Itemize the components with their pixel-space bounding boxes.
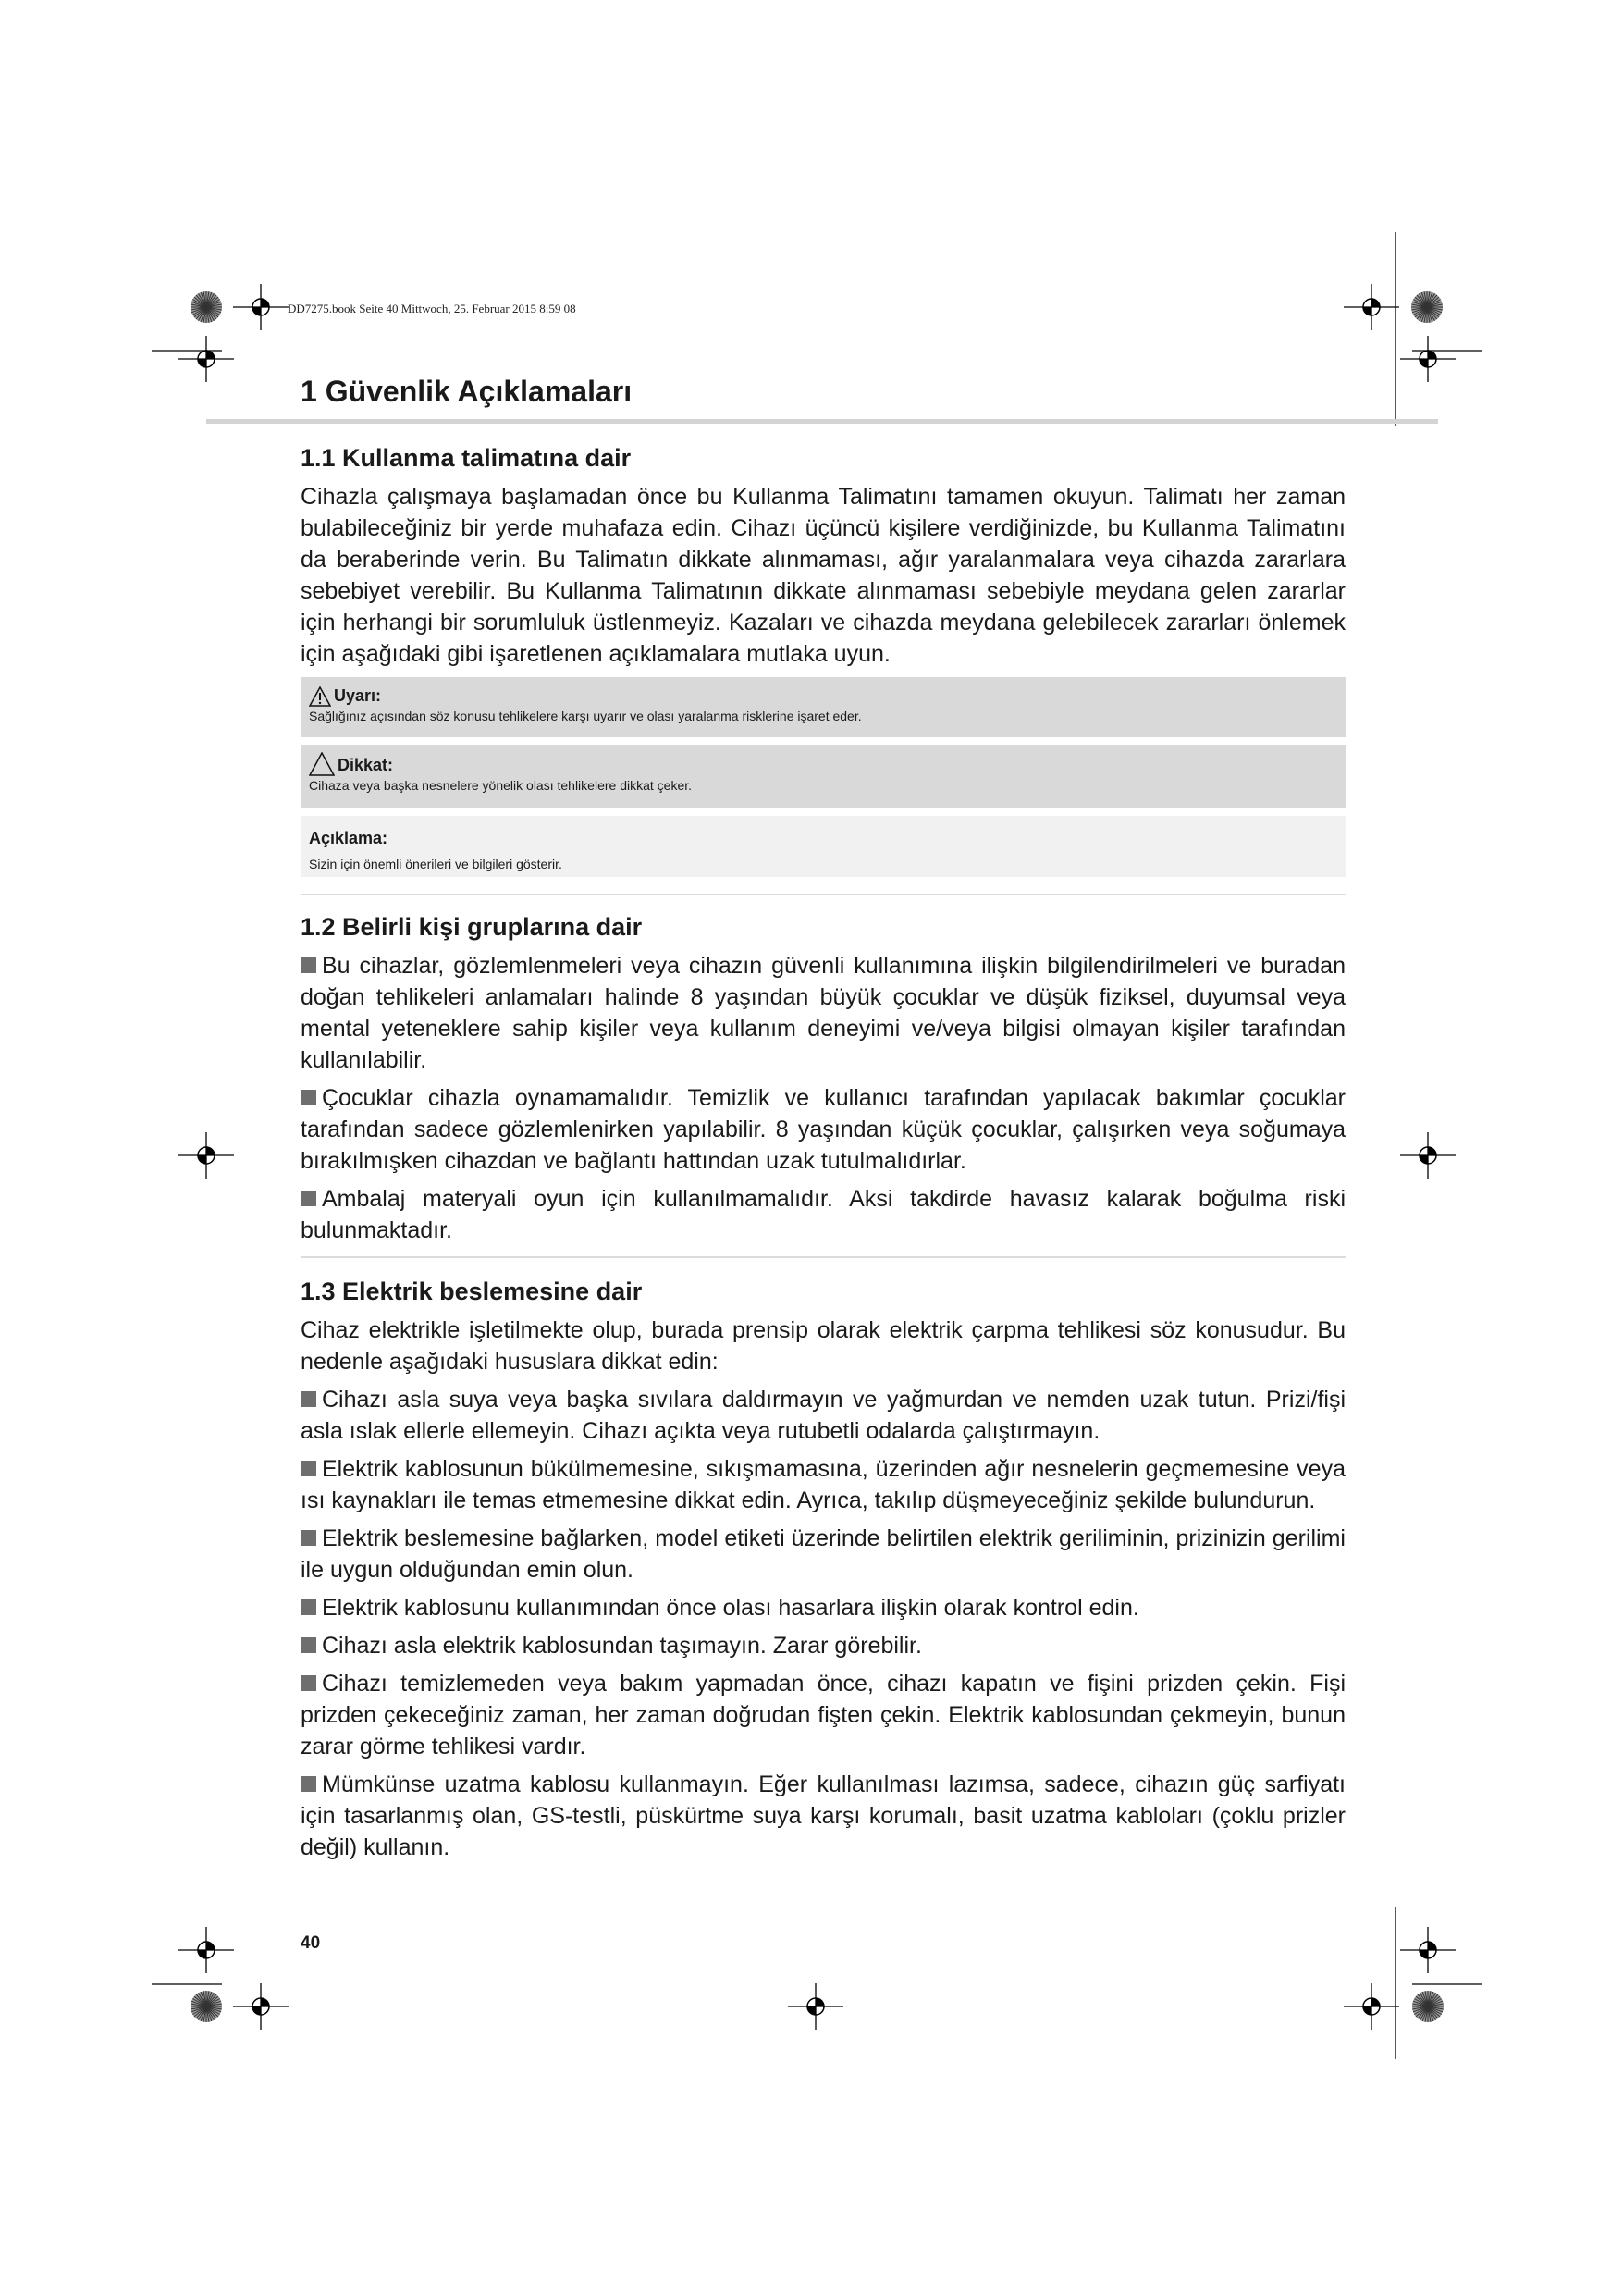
crop-line xyxy=(1412,339,1484,356)
bullet-text: Elektrik kablosunu kullanımından önce olası hasarlara ilişkin olarak kontrol edin. xyxy=(322,1595,1139,1621)
crosshair-mark-icon xyxy=(1344,1979,1399,2039)
notice-text: Sağlığınız açısından söz konusu tehlikelere karşı uyarır ve olası yaralanma risklerine işaret eder. xyxy=(309,709,862,723)
crop-line xyxy=(1395,1906,1396,2065)
bullet-text: Ambalaj materyali oyun için kullanılmamalıdır. Aksi takdirde havasız kalarak boğulma riski bulunmaktadır. xyxy=(301,1186,1346,1243)
square-bullet-icon xyxy=(301,1776,316,1792)
bullet-text: Cihazı temizlemeden veya bakım yapmadan önce, cihazı kapatın ve fişini prizden çekin. Fişi prizden çekeceğiniz zaman, her zaman doğrudan fişten çekin. Elektrik kablosundan çekmeyin, bunun zarar görme tehlikesi vardır. xyxy=(301,1671,1346,1759)
crop-line xyxy=(240,1906,241,2065)
bullet-item xyxy=(301,1082,1346,1177)
square-bullet-icon xyxy=(301,1090,316,1105)
color-wheel-mark-icon xyxy=(1411,1990,1445,2028)
notice-title: Açıklama: xyxy=(309,829,388,847)
bullet-item xyxy=(301,1592,1346,1623)
bullet-text: Mümkünse uzatma kablosu kullanmayın. Eğer kullanılması lazımsa, sadece, cihazın güç sarfiyatı için tasarlanmış olan, GS-testli, püskürtme suya karşı korumalı, basit uzatma kabloları (çoklu prizler değil) kullanın. xyxy=(301,1771,1346,1860)
notice-title: Dikkat: xyxy=(338,756,394,774)
note-notice xyxy=(301,816,1346,877)
crosshair-mark-icon xyxy=(233,1979,289,2039)
square-bullet-icon xyxy=(301,1530,316,1546)
bullet-item xyxy=(301,1384,1346,1447)
page-number: 40 xyxy=(301,1933,321,1953)
bullet-item xyxy=(301,1769,1346,1863)
section-1-2 xyxy=(301,911,1346,1253)
square-bullet-icon xyxy=(301,1191,316,1206)
section-divider xyxy=(301,1256,1346,1258)
paragraph: Cihaz elektrikle işletilmekte olup, burada prensip olarak elektrik çarpma tehlikesi söz konusudur. Bu nedenle aşağıdaki hususlara dikkat edin: xyxy=(301,1317,1346,1375)
warning-notice xyxy=(301,677,1346,737)
crop-line xyxy=(1395,231,1396,432)
caution-triangle-icon xyxy=(309,752,335,776)
bullet-text: Cihazı asla elektrik kablosundan taşımayın. Zarar görebilir. xyxy=(322,1633,922,1659)
square-bullet-icon xyxy=(301,1391,316,1407)
notice-text: Sizin için önemli önerileri ve bilgileri gösterir. xyxy=(309,857,562,871)
crop-line xyxy=(1412,1973,1484,1990)
square-bullet-icon xyxy=(301,1637,316,1653)
bullet-item xyxy=(301,1523,1346,1586)
square-bullet-icon xyxy=(301,1599,316,1615)
square-bullet-icon xyxy=(301,1461,316,1476)
section-heading: 1.3 Elektrik beslemesine dair xyxy=(301,1278,643,1305)
chapter-rule xyxy=(206,419,1438,424)
section-divider xyxy=(301,894,1346,895)
warning-triangle-icon xyxy=(309,686,331,707)
crosshair-mark-icon xyxy=(1344,279,1399,339)
crop-line xyxy=(152,1973,224,1990)
section-heading: 1.2 Belirli kişi gruplarına dair xyxy=(301,913,643,941)
bullet-text: Bu cihazlar, gözlemlenmeleri veya cihazın güvenli kullanımına ilişkin bilgilendirilmeleri ve buradan doğan tehlikeleri anlamaları halinde 8 yaşından büyük çocuklar ve düşük fiziksel, duyumsal veya mental yeteneklere sahip kişiler veya kullanım deneyimi ve/veya bilgisi olmayan kişiler tarafından kullanılabilir. xyxy=(301,953,1346,1073)
chapter-title: 1 Güvenlik Açıklamaları xyxy=(301,375,633,408)
square-bullet-icon xyxy=(301,957,316,973)
bullet-item xyxy=(301,1630,1346,1661)
paragraph: Cihazla çalışmaya başlamadan önce bu Kullanma Talimatını tamamen okuyun. Talimatı her zaman bulabileceğiniz bir yerde muhafaza edin. Cihazı üçüncü kişilere verdiğinizde, bu Kullanma Talimatını da beraberinde verin. Bu Talimatın dikkate alınmaması, ağır yaralanmalara veya cihazda zararlara sebebiyet verebilir. Bu Kullanma Talimatının dikkate alınmaması sebebiyle meydana gelen zararlar için herhangi bir sorumluluk üstlenmeyiz. Kazaları ve cihazda meydana gelebilecek zararları önlemek için aşağıdaki gibi işaretlenen açıklamalara mutlaka uyun. xyxy=(301,484,1346,667)
crosshair-mark-icon xyxy=(233,279,289,339)
notice-title: Uyarı: xyxy=(334,686,382,705)
bullet-text: Elektrik beslemesine bağlarken, model etiketi üzerinde belirtilen elektrik geriliminin, prizinizin gerilimi ile uygun olduğundan emin olun. xyxy=(301,1525,1346,1583)
color-wheel-mark-icon xyxy=(190,1990,223,2028)
color-wheel-mark-icon xyxy=(190,290,223,328)
color-wheel-mark-icon xyxy=(1410,290,1444,328)
crop-line xyxy=(152,339,224,356)
bullet-item xyxy=(301,950,1346,1076)
crosshair-mark-icon xyxy=(178,1128,234,1188)
crosshair-mark-icon xyxy=(788,1979,843,2039)
bullet-text: Elektrik kablosunun bükülmemesine, sıkışmamasına, üzerinden ağır nesnelerin geçmemesine veya ısı kaynakları ile temas etmemesine dikkat edin. Ayrıca, takılıp düşmeyeceğiniz şekilde bulundurun. xyxy=(301,1456,1346,1513)
bullet-text: Çocuklar cihazla oynamamalıdır. Temizlik ve kullanıcı tarafından yapılacak bakımlar çocuklar tarafından sadece gözlemlenirken yapılabilir. 8 yaşından küçük çocuklar, çalışırken veya soğumaya bırakılmışken cihazdan ve bağlantı hattından uzak tutulmalıdırlar. xyxy=(301,1085,1346,1174)
notice-text: Cihaza veya başka nesnelere yönelik olası tehlikelere dikkat çeker. xyxy=(309,778,693,793)
caution-notice xyxy=(301,745,1346,808)
section-heading: 1.1 Kullanma talimatına dair xyxy=(301,444,632,472)
print-header: DD7275.book Seite 40 Mittwoch, 25. Februar 2015 8:59 08 xyxy=(288,302,576,315)
square-bullet-icon xyxy=(301,1675,316,1691)
crop-line xyxy=(240,231,241,432)
bullet-item xyxy=(301,1668,1346,1762)
bullet-text: Cihazı asla suya veya başka sıvılara daldırmayın ve yağmurdan ve nemden uzak tutun. Prizi/fişi asla ıslak ellerle ellemeyin. Cihazı açıkta veya rutubetli odalarda çalıştırmayın. xyxy=(301,1387,1346,1444)
bullet-item xyxy=(301,1453,1346,1516)
section-1-3 xyxy=(301,1276,1346,1870)
bullet-item xyxy=(301,1183,1346,1246)
crosshair-mark-icon xyxy=(1400,1128,1456,1188)
section-1-1 xyxy=(301,442,1346,676)
